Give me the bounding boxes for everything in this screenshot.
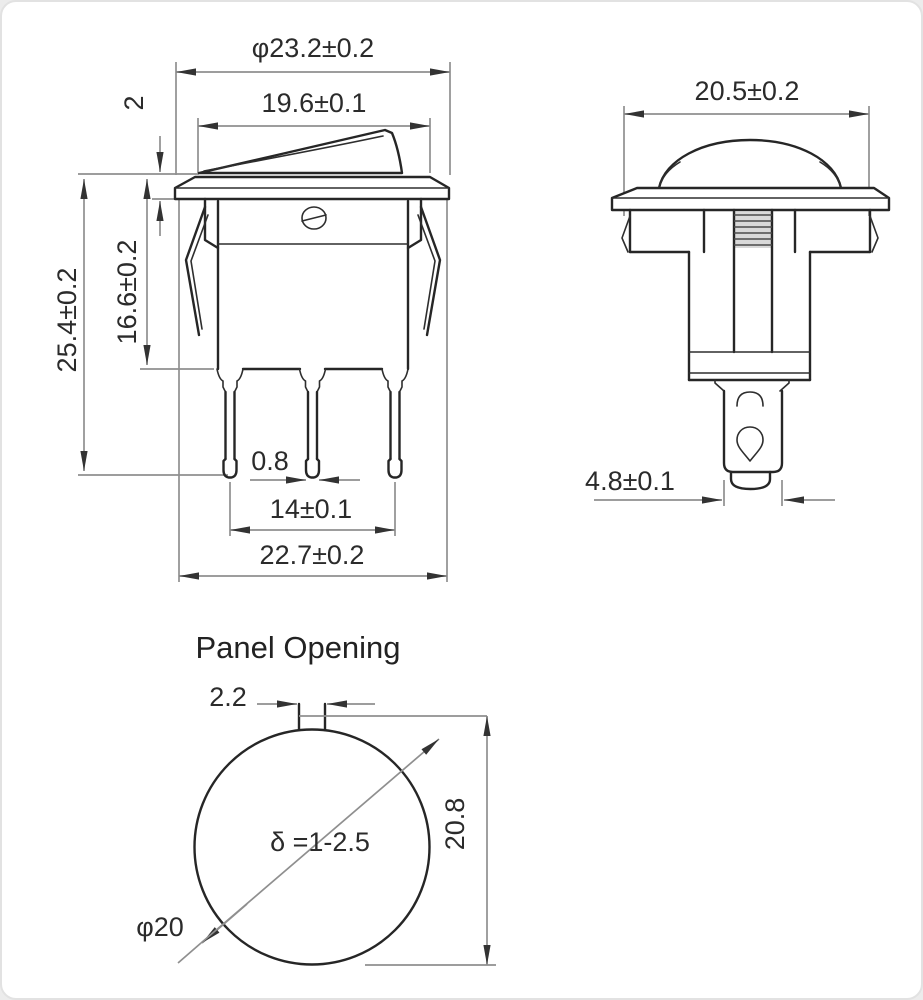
body-side	[622, 210, 878, 380]
dim-rocker-width: 19.6±0.1	[261, 88, 367, 118]
dim-terminal-thickness: 0.8	[251, 446, 289, 476]
terminal-hole	[737, 427, 763, 461]
mounting-flange	[175, 177, 449, 199]
rocker-dome	[659, 140, 841, 188]
retaining-clip-right	[418, 207, 440, 335]
dim-opening-height: 20.8	[440, 797, 470, 851]
dim-total-height: 25.4±0.2	[52, 267, 82, 373]
screw-slot-symbol	[302, 207, 326, 229]
dim-panel-thickness: δ =1-2.5	[270, 827, 370, 857]
side-view	[585, 76, 889, 506]
front-view	[52, 33, 450, 582]
rocker-actuator	[199, 130, 402, 173]
dim-terminal-span: 14±0.1	[269, 494, 353, 524]
panel-opening-view	[136, 630, 496, 965]
terminal-side	[715, 380, 789, 489]
panel-hole-notch	[299, 704, 325, 730]
retaining-clip-left	[186, 207, 208, 335]
dim-body-height: 16.6±0.2	[112, 239, 142, 345]
dim-body-width: 22.7±0.2	[259, 540, 365, 570]
dim-notch-width: 2.2	[209, 682, 247, 712]
dim-terminal-width: 4.8±0.1	[585, 466, 675, 496]
mounting-flange-side	[612, 188, 889, 210]
switch-body	[205, 199, 421, 369]
dim-hole-diameter: φ20	[136, 912, 184, 942]
dim-side-width: 20.5±0.2	[694, 76, 800, 106]
rocker-switch-technical-drawing	[2, 2, 923, 1000]
terminals-front	[217, 369, 408, 478]
panel-opening-title: Panel Opening	[195, 630, 401, 665]
terminal-dimple	[737, 392, 763, 406]
dim-flange-diameter: φ23.2±0.2	[251, 33, 375, 63]
dim-flange-thickness: 2	[119, 95, 149, 111]
